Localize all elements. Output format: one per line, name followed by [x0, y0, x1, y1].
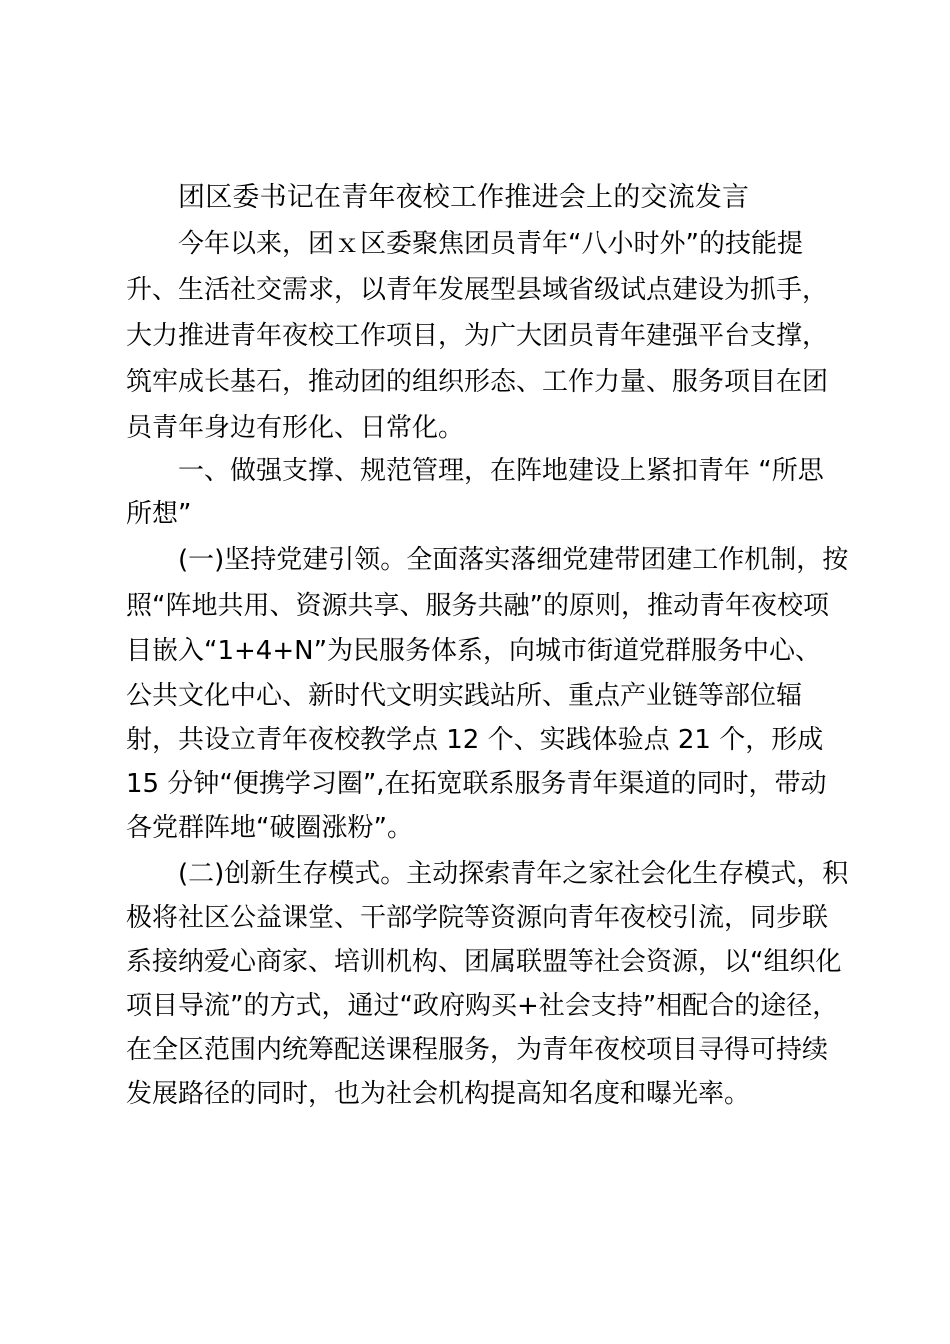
text-line: 各党群阵地“破圈涨粉”。: [126, 813, 413, 843]
text-line: 15 分钟“便携学习圈”,在拓宽联系服务青年渠道的同时，带动: [126, 769, 827, 799]
text-line: (二)创新生存模式。主动探索青年之家社会化生存模式，积: [178, 859, 849, 889]
text-line: 升、生活社交需求，以青年发展型县域省级试点建设为抓手，: [126, 275, 829, 305]
text-line: 筑牢成长基石，推动团的组织形态、工作力量、服务项目在团: [126, 367, 829, 397]
text-line: 公共文化中心、新时代文明实践站所、重点产业链等部位辐: [126, 681, 803, 711]
text-line: (一)坚持党建引领。全面落实落细党建带团建工作机制，按: [178, 545, 849, 575]
text-line: 今年以来，团ｘ区委聚焦团员青年“八小时外”的技能提: [178, 229, 803, 259]
document-title: 团区委书记在青年夜校工作推进会上的交流发言: [178, 182, 750, 213]
text-line: 系接纳爱心商家、培训机构、团属联盟等社会资源，以“组织化: [126, 947, 842, 977]
text-line: 照“阵地共用、资源共享、服务共融”的原则，推动青年夜校项: [126, 591, 829, 621]
text-line: 发展路径的同时，也为社会机构提高知名度和曝光率。: [126, 1079, 751, 1109]
text-line: 在全区范围内统筹配送课程服务，为青年夜校项目寻得可持续: [126, 1035, 829, 1065]
text-line: 员青年身边有形化、日常化。: [126, 413, 465, 443]
text-line: 项目导流”的方式，通过“政府购买+社会支持”相配合的途径，: [126, 991, 839, 1021]
text-line: 大力推进青年夜校工作项目，为广大团员青年建强平台支撑，: [126, 321, 829, 351]
text-line: 目嵌入“1+4+N”为民服务体系，向城市街道党群服务中心、: [126, 636, 822, 666]
section-heading-line: 一、做强支撑、规范管理，在阵地建设上紧扣青年 “所思: [178, 456, 824, 486]
text-line: 极将社区公益课堂、干部学院等资源向青年夜校引流，同步联: [126, 903, 829, 933]
section-heading-line: 所想”: [126, 499, 192, 529]
text-line: 射，共设立青年夜校教学点 12 个、实践体验点 21 个，形成: [126, 725, 824, 755]
